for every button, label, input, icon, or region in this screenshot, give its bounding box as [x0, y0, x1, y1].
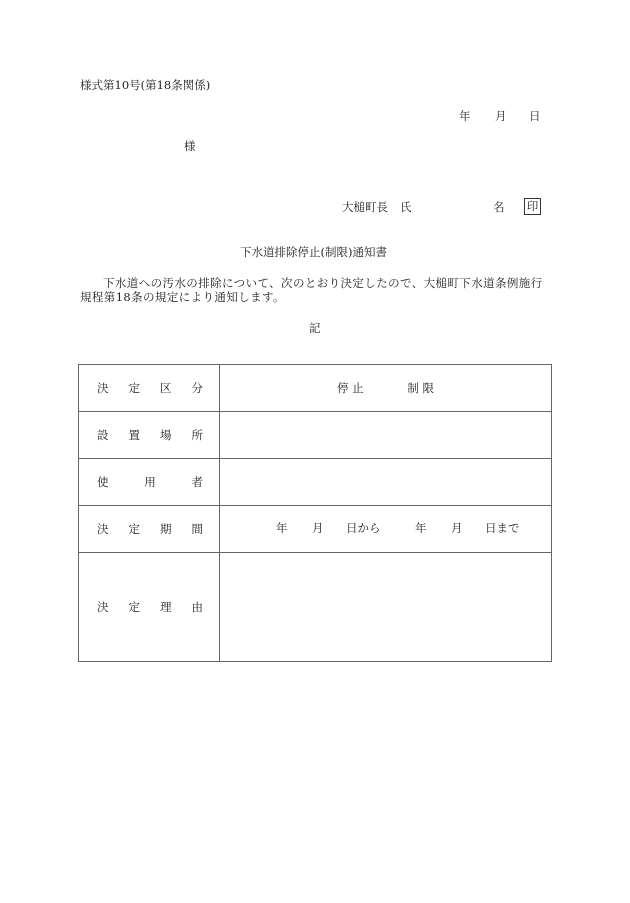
date-year-label: 年 — [459, 109, 471, 123]
label-char: 理 — [160, 600, 172, 614]
addressee-suffix: 様 — [184, 139, 196, 153]
option-stop[interactable]: 停 止 — [337, 381, 364, 395]
location-field[interactable] — [220, 412, 552, 459]
table-row-period — [79, 506, 552, 553]
label-char: 所 — [191, 428, 203, 442]
label-char: 由 — [191, 600, 203, 614]
notice-table — [78, 364, 552, 662]
label-char: 決 — [97, 600, 109, 614]
label-char: 定 — [128, 600, 140, 614]
table-row-location — [79, 412, 552, 459]
from-month: 月 — [312, 521, 324, 535]
label-char: 区 — [160, 381, 172, 395]
label-char: 置 — [128, 428, 140, 442]
period-field[interactable] — [220, 506, 552, 553]
option-limit[interactable]: 制 限 — [407, 381, 434, 395]
label-char: 場 — [160, 428, 172, 442]
from-year: 年 — [276, 521, 288, 535]
issuer-title: 大槌町長 — [342, 200, 388, 214]
to-day: 日まで — [485, 521, 520, 535]
label-char: 用 — [144, 475, 156, 489]
seal-mark: 印 — [524, 198, 541, 215]
to-year: 年 — [415, 521, 427, 535]
label-char: 間 — [191, 522, 203, 536]
table-row-user — [79, 459, 552, 506]
label-char: 分 — [191, 381, 203, 395]
table-row-decision-type — [79, 365, 552, 412]
user-field[interactable] — [220, 459, 552, 506]
reason-field[interactable] — [220, 553, 552, 662]
label-char: 期 — [160, 522, 172, 536]
label-char: 決 — [97, 522, 109, 536]
date-day-label: 日 — [529, 109, 541, 123]
label-char: 定 — [128, 381, 140, 395]
ki-label: 記 — [309, 321, 321, 335]
form-number: 様式第10号(第18条関係) — [80, 78, 211, 92]
label-char: 決 — [97, 381, 109, 395]
body-paragraph: 下水道への汚水の排除について、次のとおり決定したので、大槌町下水道条例施行規程第18条の規定により通知します。 — [80, 276, 543, 304]
label-char: 定 — [128, 522, 140, 536]
label-char: 使 — [97, 475, 109, 489]
document-title: 下水道排除停止(制限)通知書 — [240, 245, 387, 259]
label-char: 設 — [97, 428, 109, 442]
from-day: 日から — [346, 521, 381, 535]
date-month-label: 月 — [495, 109, 507, 123]
table-row-reason — [79, 553, 552, 662]
issuer-name-suffix: 名 — [493, 200, 505, 214]
to-month: 月 — [451, 521, 463, 535]
label-char: 者 — [191, 475, 203, 489]
decision-type-options[interactable] — [220, 365, 552, 412]
issuer-name-prefix: 氏 — [400, 200, 412, 214]
